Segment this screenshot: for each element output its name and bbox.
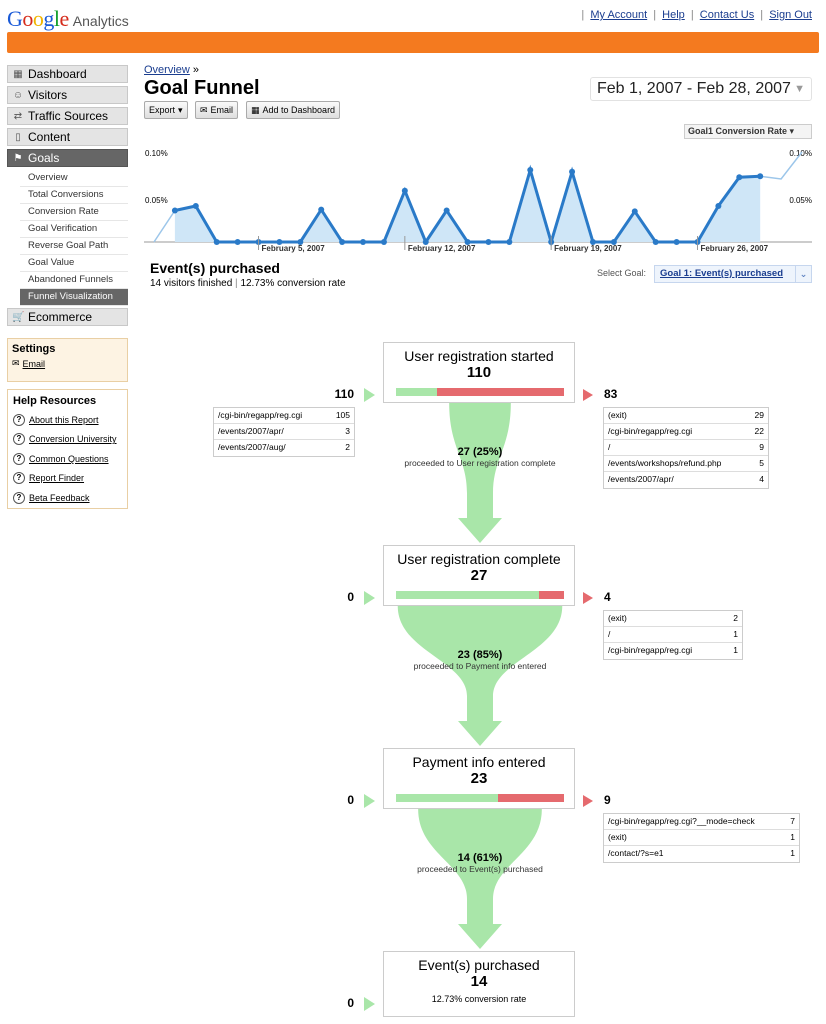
chart-area [175,170,760,242]
chart-point [193,203,199,209]
step-2-exits: 4 [604,590,611,604]
step-progress-fill [396,794,498,802]
step-1-exits: 83 [604,387,618,401]
email-icon: ✉ [200,105,208,115]
step-1-proceed-label: 27 (25%) proceeded to User registration complete [404,446,556,468]
table-row[interactable]: / 1 [604,627,742,643]
chart-series-layer [154,152,802,253]
common-questions-link[interactable]: Common Questions [29,453,109,464]
table-row[interactable]: /cgi-bin/regapp/reg.cgi?__mode=check 7 [604,814,799,830]
y-tick-label-left-mid: 0.05% [145,196,168,205]
table-row[interactable]: (exit) 1 [604,830,799,846]
goal-conversion-rate: 12.73% conversion rate [240,278,346,289]
header-bar [7,32,819,53]
step-progress-fill [396,591,539,599]
top-links: | My Account | Help | Contact Us | Sign Out [581,9,812,21]
table-row[interactable]: / 9 [604,440,768,456]
entrance-arrow-icon [364,388,375,402]
page-title: Goal Funnel [144,77,260,99]
help-icon: ? [13,414,25,426]
chevron-down-icon: ▾ [178,105,183,115]
funnel-step-4 [383,951,575,1017]
step-3-exit-paths [603,813,800,863]
chart-line [175,170,760,242]
step-value: 23 [470,770,488,787]
visitors-icon: ☺ [12,89,24,101]
funnel-step-3 [383,748,575,809]
x-tick-label: February 5, 2007 [261,244,325,253]
step-progress-fill [396,388,437,396]
my-account-link[interactable]: My Account [590,9,648,21]
step-3-exits: 9 [604,793,611,807]
exit-arrow-icon [583,795,593,807]
total-conversions-link[interactable]: Total Conversions [20,187,128,204]
exit-arrow-icon [583,592,593,604]
sign-out-link[interactable]: Sign Out [769,9,812,21]
nav-ecommerce[interactable]: 🛒 Ecommerce [7,308,128,326]
conversion-rate-chart [144,140,812,256]
goal-value-link[interactable]: Goal Value [20,255,128,272]
step-name: Payment info entered [412,754,546,770]
report-finder-link[interactable]: Report Finder [29,473,85,484]
y-tick-label-right-top: 0.10% [789,149,812,158]
goal-name: Event(s) purchased [150,260,280,276]
table-row[interactable]: /events/2007/apr/ 4 [608,474,764,484]
table-row[interactable]: /cgi-bin/regapp/reg.cgi 1 [608,645,738,655]
funnel-step-2 [383,545,575,606]
table-row[interactable]: /cgi-bin/regapp/reg.cgi 22 [604,424,768,440]
help-icon: ? [13,433,25,445]
chart-point [715,203,721,209]
entrance-arrow-icon [364,997,375,1011]
about-report-link[interactable]: About this Report [29,414,99,425]
help-icon: ? [13,472,25,484]
table-row[interactable]: (exit) 2 [604,611,742,627]
chart-point [339,239,345,245]
chart-point [527,167,533,173]
funnel-flow-arrow-3 [418,809,542,949]
step-3-entrances: 0 [347,793,354,807]
y-tick-label-left-top: 0.10% [145,149,168,158]
funnel-visualization-link[interactable]: Funnel Visualization [20,289,128,306]
logo-word: Google [7,6,69,31]
y-tick-label-right-mid: 0.05% [789,196,812,205]
step-progress-bar [396,388,564,396]
step-name: Event(s) purchased [418,957,540,973]
goal-selector[interactable]: Goal 1: Event(s) purchased ⌄ [654,265,812,283]
step-value: 110 [466,364,492,381]
step-4-entrances: 0 [347,996,354,1010]
breadcrumb [144,64,199,76]
date-range-picker[interactable] [590,77,812,101]
step-1-entrances: 110 [334,387,354,401]
visitors-finished: 14 visitors finished [150,278,233,289]
dashboard-icon: ▦ [251,105,260,115]
chart-point [674,239,680,245]
step-name: User registration started [404,348,554,364]
logo-product: Analytics [72,13,129,29]
step-1-entry-paths [213,407,355,457]
settings-email-link[interactable]: Email [22,358,46,369]
conversion-rate-link[interactable]: Conversion Rate [20,204,128,221]
table-row[interactable]: /events/workshops/refund.php 5 [604,456,768,472]
goals-overview-link[interactable]: Overview [20,170,128,187]
chart-point [172,208,178,214]
chart-point [444,208,450,214]
nav-traffic-sources[interactable]: ⇄ Traffic Sources [7,107,128,125]
chart-point [569,169,575,175]
contact-us-link[interactable]: Contact Us [699,9,755,21]
table-row[interactable]: (exit) 29 [604,408,768,424]
help-link[interactable]: Help [662,9,685,21]
table-row[interactable]: /cgi-bin/regapp/reg.cgi 105 [214,408,354,424]
export-button[interactable]: Export ▾ [144,101,188,119]
step-value: 14 [470,973,488,990]
step-conversion-rate: 12.73% conversion rate [431,994,527,1004]
metric-selector[interactable]: Goal1 Conversion Rate ▾ [684,124,812,139]
step-2-proceed-label: 23 (85%) proceeded to Payment info entered [413,649,547,671]
chart-point [653,239,659,245]
traffic-icon: ⇄ [13,110,23,122]
chart-point [381,239,387,245]
flag-icon: ⚑ [13,152,23,164]
table-row[interactable]: /events/2007/aug/ 2 [218,442,350,452]
goal-summary: 14 visitors finished | 12.73% conversion rate [150,278,346,289]
x-tick-label: February 12, 2007 [407,244,476,253]
chevron-down-icon: ▾ [789,126,795,136]
chevron-down-icon: ▼ [794,83,805,95]
breadcrumb-separator: » [192,64,200,76]
step-1-exit-paths [603,407,769,489]
google-analytics-logo[interactable] [7,6,129,32]
cart-icon: 🛒 [12,311,25,323]
step-progress-bar [396,794,564,802]
funnel-flow-arrow-2 [398,606,563,746]
settings-panel [7,338,128,382]
goal-verification-link[interactable]: Goal Verification [20,221,128,238]
chart-point [214,239,220,245]
help-title: Help Resources [13,395,97,407]
add-to-dashboard-button[interactable]: ▦ Add to Dashboard [246,101,340,119]
conversion-university-link[interactable]: Conversion University [29,434,117,445]
email-icon: ✉ [12,358,20,368]
nav-dashboard[interactable]: ▦ Dashboard [7,65,128,83]
chart-point [402,188,408,194]
help-resources-panel [7,389,128,509]
date-range-value: Feb 1, 2007 - Feb 28, 2007 [597,80,791,97]
x-tick-label: February 26, 2007 [700,244,769,253]
dashboard-icon: ▦ [13,68,23,80]
step-progress-bar [396,591,564,599]
funnel-step-1 [383,342,575,403]
step-3-proceed-label: 14 (61%) proceeded to Event(s) purchased [417,852,543,874]
chart-point [757,173,763,179]
abandoned-funnels-link[interactable]: Abandoned Funnels [20,272,128,289]
step-2-exit-paths [603,610,743,660]
step-value: 27 [470,567,488,584]
nav-visitors[interactable]: ☺ Visitors [7,86,128,104]
help-icon: ? [13,492,25,504]
funnel-flow-arrow-1 [449,403,511,543]
chart-point [632,208,638,214]
x-tick-label: February 19, 2007 [554,244,622,253]
chevron-double-down-icon: ⌄ [795,266,811,282]
exit-arrow-icon [583,389,593,401]
table-row[interactable]: /contact/?s=e1 1 [608,848,795,858]
chart-point [360,239,366,245]
reverse-goal-path-link[interactable]: Reverse Goal Path [20,238,128,255]
chart-point [736,174,742,180]
breadcrumb-overview-link[interactable]: Overview [144,64,190,76]
help-icon: ? [13,453,25,465]
entrance-arrow-icon [364,794,375,808]
table-row[interactable]: /events/2007/apr/ 3 [214,424,354,440]
chart-line-outside-left [154,211,175,243]
chart-point [485,239,491,245]
nav-goals[interactable]: ⚑ Goals [7,149,128,167]
beta-feedback-link[interactable]: Beta Feedback [29,492,90,503]
funnel-flow-graphic [380,400,580,960]
nav-content[interactable]: ▯ Content [7,128,128,146]
step-2-entrances: 0 [347,590,354,604]
chart-point [318,207,324,213]
email-button[interactable]: ✉ Email [195,101,238,119]
settings-title: Settings [12,343,56,355]
entrance-arrow-icon [364,591,375,605]
step-name: User registration complete [397,551,561,567]
content-icon: ▯ [15,131,21,143]
chart-point [235,239,241,245]
select-goal-label: Select Goal: [597,268,647,278]
chart-point [506,239,512,245]
